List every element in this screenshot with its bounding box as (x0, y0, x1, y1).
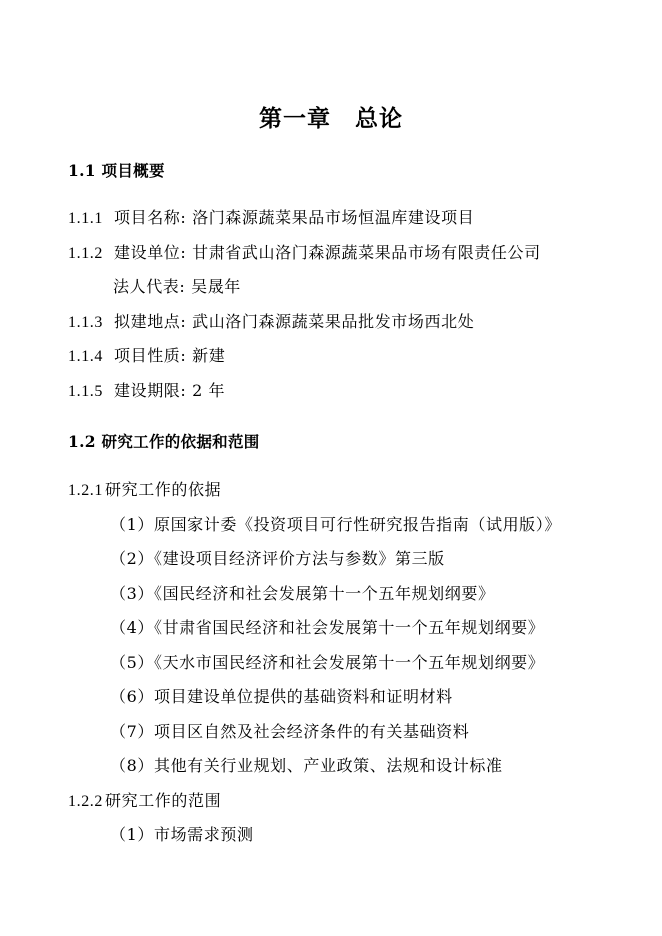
item-label: 拟建地点: (114, 312, 187, 331)
item-label: 项目名称: (114, 208, 187, 227)
item-value: 武山洛门森源蔬菜果品批发市场西北处 (192, 312, 475, 331)
section-heading-1-1: 1.1 项目概要 (68, 161, 165, 180)
item-number: 1.1.3 (68, 314, 103, 331)
item-label: 建设单位: (114, 243, 187, 262)
subsection-heading-1-2-1 (68, 479, 221, 502)
basis-item-3: （3）《国民经济和社会发展第十一个五年规划纲要》 (110, 584, 495, 603)
overview-item-project-name (68, 207, 474, 230)
basis-item-4: （4）《甘肃省国民经济和社会发展第十一个五年规划纲要》 (110, 618, 545, 637)
item-label: 项目性质: (114, 346, 187, 365)
item-value: 洛门森源蔬菜果品市场恒温库建设项目 (192, 208, 475, 227)
item-number: 1.1.2 (68, 245, 103, 262)
overview-item-location (68, 311, 474, 334)
item-value: 甘肃省武山洛门森源蔬菜果品市场有限责任公司 (192, 243, 541, 262)
subsection-title: 研究工作的范围 (105, 791, 222, 810)
item-number: 1.1.1 (68, 210, 103, 227)
item-number: 1.1.4 (68, 348, 103, 365)
scope-item-1: （1）市场需求预测 (110, 825, 254, 844)
basis-item-2: （2）《建设项目经济评价方法与参数》第三版 (110, 549, 445, 568)
item-label: 建设期限: (114, 381, 187, 400)
basis-item-6: （6）项目建设单位提供的基础资料和证明材料 (110, 687, 453, 706)
item-number: 1.1.5 (68, 383, 103, 400)
section-heading-1-2: 1.2 研究工作的依据和范围 (68, 432, 260, 451)
subsection-heading-1-2-2 (68, 790, 221, 813)
overview-item-builder (68, 242, 541, 265)
basis-item-8: （8）其他有关行业规划、产业政策、法规和设计标准 (110, 756, 503, 775)
chapter-title: 第一章 总论 (259, 105, 403, 132)
overview-item-legal-rep (113, 276, 241, 298)
overview-item-nature (68, 345, 225, 368)
item-label: 法人代表: (113, 277, 186, 296)
basis-item-5: （5）《天水市国民经济和社会发展第十一个五年规划纲要》 (110, 653, 545, 672)
item-value: 2 年 (192, 381, 226, 400)
item-value: 吴晟年 (191, 277, 241, 296)
overview-item-period (68, 380, 225, 403)
subsection-number: 1.2.1 (68, 482, 103, 499)
basis-item-1: （1）原国家计委《投资项目可行性研究报告指南（试用版）》 (110, 515, 561, 534)
basis-item-7: （7）项目区自然及社会经济条件的有关基础资料 (110, 722, 470, 741)
subsection-number: 1.2.2 (68, 793, 103, 810)
item-value: 新建 (192, 346, 226, 365)
subsection-title: 研究工作的依据 (105, 480, 222, 499)
